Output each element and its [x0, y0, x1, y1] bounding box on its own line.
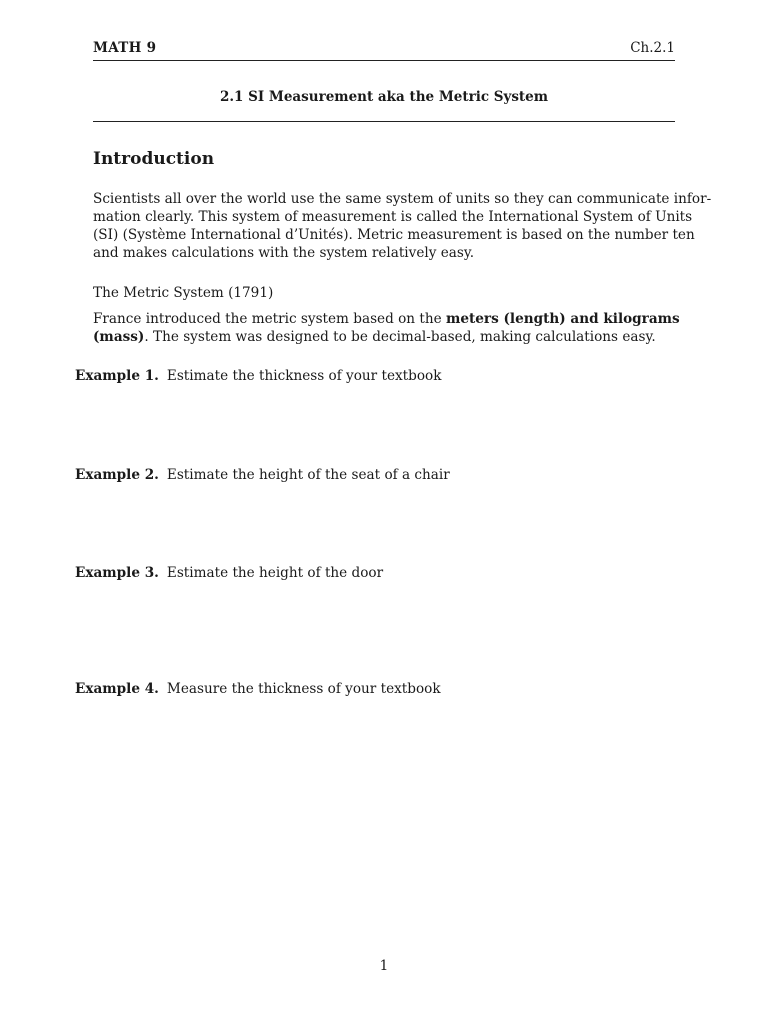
example-text: Estimate the height of the seat of a chair [166, 467, 450, 483]
document-title: 2.1 SI Measurement aka the Metric System [219, 89, 549, 105]
metric-system-text: . The system was designed to be decimal-based, making calculations easy. [144, 329, 656, 345]
introduction-line: Scientists all over the world use the same system of units so they can communicate infor- [93, 191, 712, 207]
introduction-line: mation clearly. This system of measurement is called the International System of Units [93, 209, 693, 225]
title-divider [93, 121, 675, 122]
example-2 [75, 467, 450, 483]
example-label: Example 4. [75, 681, 159, 697]
page-number: 1 [379, 958, 389, 974]
metric-system-line [93, 310, 680, 328]
page-header [93, 40, 675, 61]
introduction-line: (SI) (Système International d’Unités). Metric measurement is based on the number ten [93, 227, 695, 243]
example-label: Example 1. [75, 368, 159, 384]
example-text: Estimate the thickness of your textbook [166, 368, 442, 384]
example-1 [75, 368, 441, 384]
example-text: Estimate the height of the door [166, 565, 384, 581]
metric-system-title: The Metric System (1791) [93, 285, 274, 301]
example-label: Example 2. [75, 467, 159, 483]
metric-system-paragraph [93, 310, 680, 346]
introduction-paragraph [93, 190, 712, 262]
introduction-line: and makes calculations with the system relatively easy. [93, 245, 475, 261]
example-text: Measure the thickness of your textbook [166, 681, 441, 697]
example-4 [75, 681, 441, 697]
metric-system-bold-mass: (mass) [93, 329, 145, 345]
metric-system-text: France introduced the metric system based on the [93, 311, 446, 327]
metric-system-line [93, 328, 675, 346]
course-name: MATH 9 [93, 40, 157, 56]
metric-system-bold-units: meters (length) and kilograms [445, 311, 680, 327]
example-label: Example 3. [75, 565, 159, 581]
chapter-number: Ch.2.1 [630, 40, 675, 56]
section-heading-introduction: Introduction [93, 149, 215, 169]
example-3 [75, 565, 383, 581]
